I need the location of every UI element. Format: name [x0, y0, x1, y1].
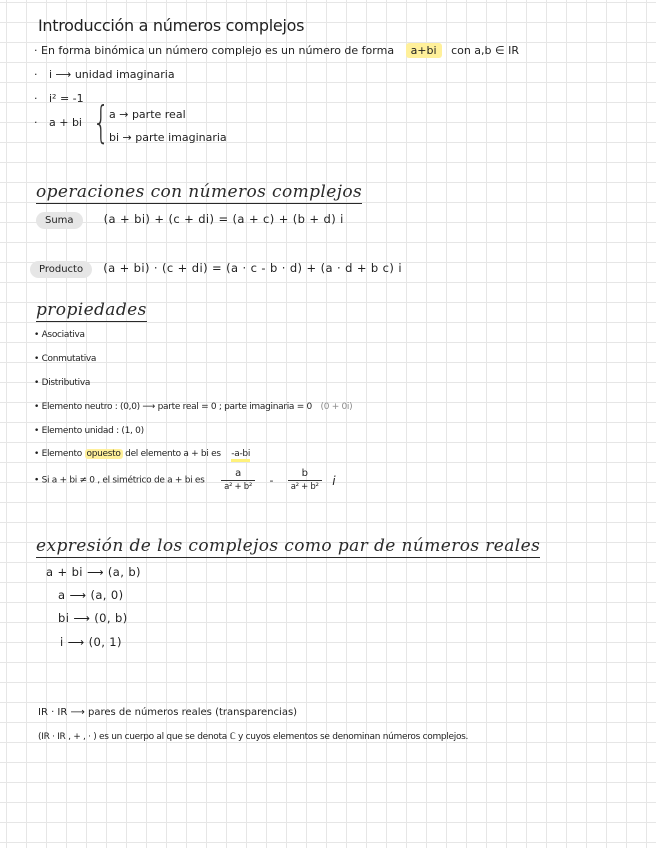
property-commutative: • Conmutativa	[34, 354, 97, 364]
operations-heading	[36, 182, 362, 202]
pair-row: a + bi ⟶ (a, b)	[46, 565, 141, 579]
property-neutral	[34, 402, 352, 412]
complex-expression: a + bi	[49, 116, 82, 129]
property-associative: • Asociativa	[34, 330, 85, 340]
property-unit: • Elemento unidad : (1, 0)	[34, 426, 144, 436]
intro-line-binomic	[34, 44, 519, 57]
imaginary-unit-text: i ⟶ unidad imaginaria	[49, 68, 175, 81]
bullet: ·	[34, 44, 38, 57]
i-squared-text: i² = -1	[49, 92, 84, 105]
opposite-text: • Elemento	[34, 449, 82, 459]
bullet: ·	[34, 68, 38, 81]
real-part-text: a → parte real	[109, 108, 186, 121]
page-title: Introducción a números complejos	[38, 16, 305, 35]
pair-row: i ⟶ (0, 1)	[60, 635, 122, 649]
intro-line-parts	[34, 116, 82, 129]
binomic-tail: con a,b ∈ IR	[451, 44, 519, 57]
fraction-numerator: b	[288, 468, 322, 481]
minus-sign: -	[269, 474, 274, 487]
property-distributive: • Distributiva	[34, 378, 91, 388]
neutral-note: (0 + 0i)	[320, 402, 353, 412]
sum-row	[36, 208, 344, 227]
symmetric-fraction-imag	[288, 468, 322, 493]
sum-label: Suma	[36, 212, 83, 229]
property-opposite	[34, 449, 250, 459]
footer-field-note: (IR · IR , + , · ) es un cuerpo al que se denota ℂ y cuyos elementos se denominan números complejos.	[38, 732, 469, 742]
pair-row: a ⟶ (a, 0)	[58, 588, 124, 602]
fraction-numerator: a	[221, 468, 255, 481]
binomic-highlight: a+bi	[406, 43, 442, 58]
opposite-mid: del elemento a + bi es	[125, 449, 221, 459]
symmetric-fraction-real	[221, 468, 255, 493]
pair-row: bi ⟶ (0, b)	[58, 611, 128, 625]
product-row	[30, 257, 402, 276]
imaginary-part-text: bi → parte imaginaria	[109, 131, 227, 144]
footer-pairs-note: IR · IR ⟶ pares de números reales (transparencias)	[38, 707, 298, 718]
neutral-text: • Elemento neutro : (0,0) ⟶ parte real = 0 ; parte imaginaria = 0	[34, 402, 312, 412]
fraction-denominator: a² + b²	[224, 482, 252, 492]
opposite-value: -a-bi	[231, 449, 250, 462]
product-formula: (a + bi) · (c + di) = (a · c - b · d) + (a · d + b c) i	[103, 261, 402, 275]
pairs-heading-text: expresión de los complejos como par de números reales	[36, 536, 541, 556]
intro-line-i-squared	[34, 92, 84, 105]
property-symmetric	[34, 468, 335, 493]
properties-heading	[36, 300, 147, 320]
pairs-heading	[36, 536, 540, 556]
binomic-text: En forma binómica un número complejo es un número de forma	[41, 44, 395, 57]
intro-line-imaginary-unit	[34, 68, 175, 81]
product-label: Producto	[30, 261, 92, 278]
properties-heading-text: propiedades	[36, 300, 147, 320]
brace: {	[92, 97, 110, 148]
imaginary-i: i	[332, 473, 336, 488]
sum-formula: (a + bi) + (c + di) = (a + c) + (b + d) i	[103, 212, 344, 226]
symmetric-text: • Si a + bi ≠ 0 , el simétrico de a + bi es	[34, 475, 205, 486]
bullet: ·	[34, 116, 38, 129]
operations-heading-text: operaciones con números complejos	[36, 182, 363, 202]
opposite-highlight: opuesto	[86, 449, 121, 459]
fraction-denominator: a² + b²	[290, 482, 319, 492]
bullet: ·	[34, 92, 38, 105]
